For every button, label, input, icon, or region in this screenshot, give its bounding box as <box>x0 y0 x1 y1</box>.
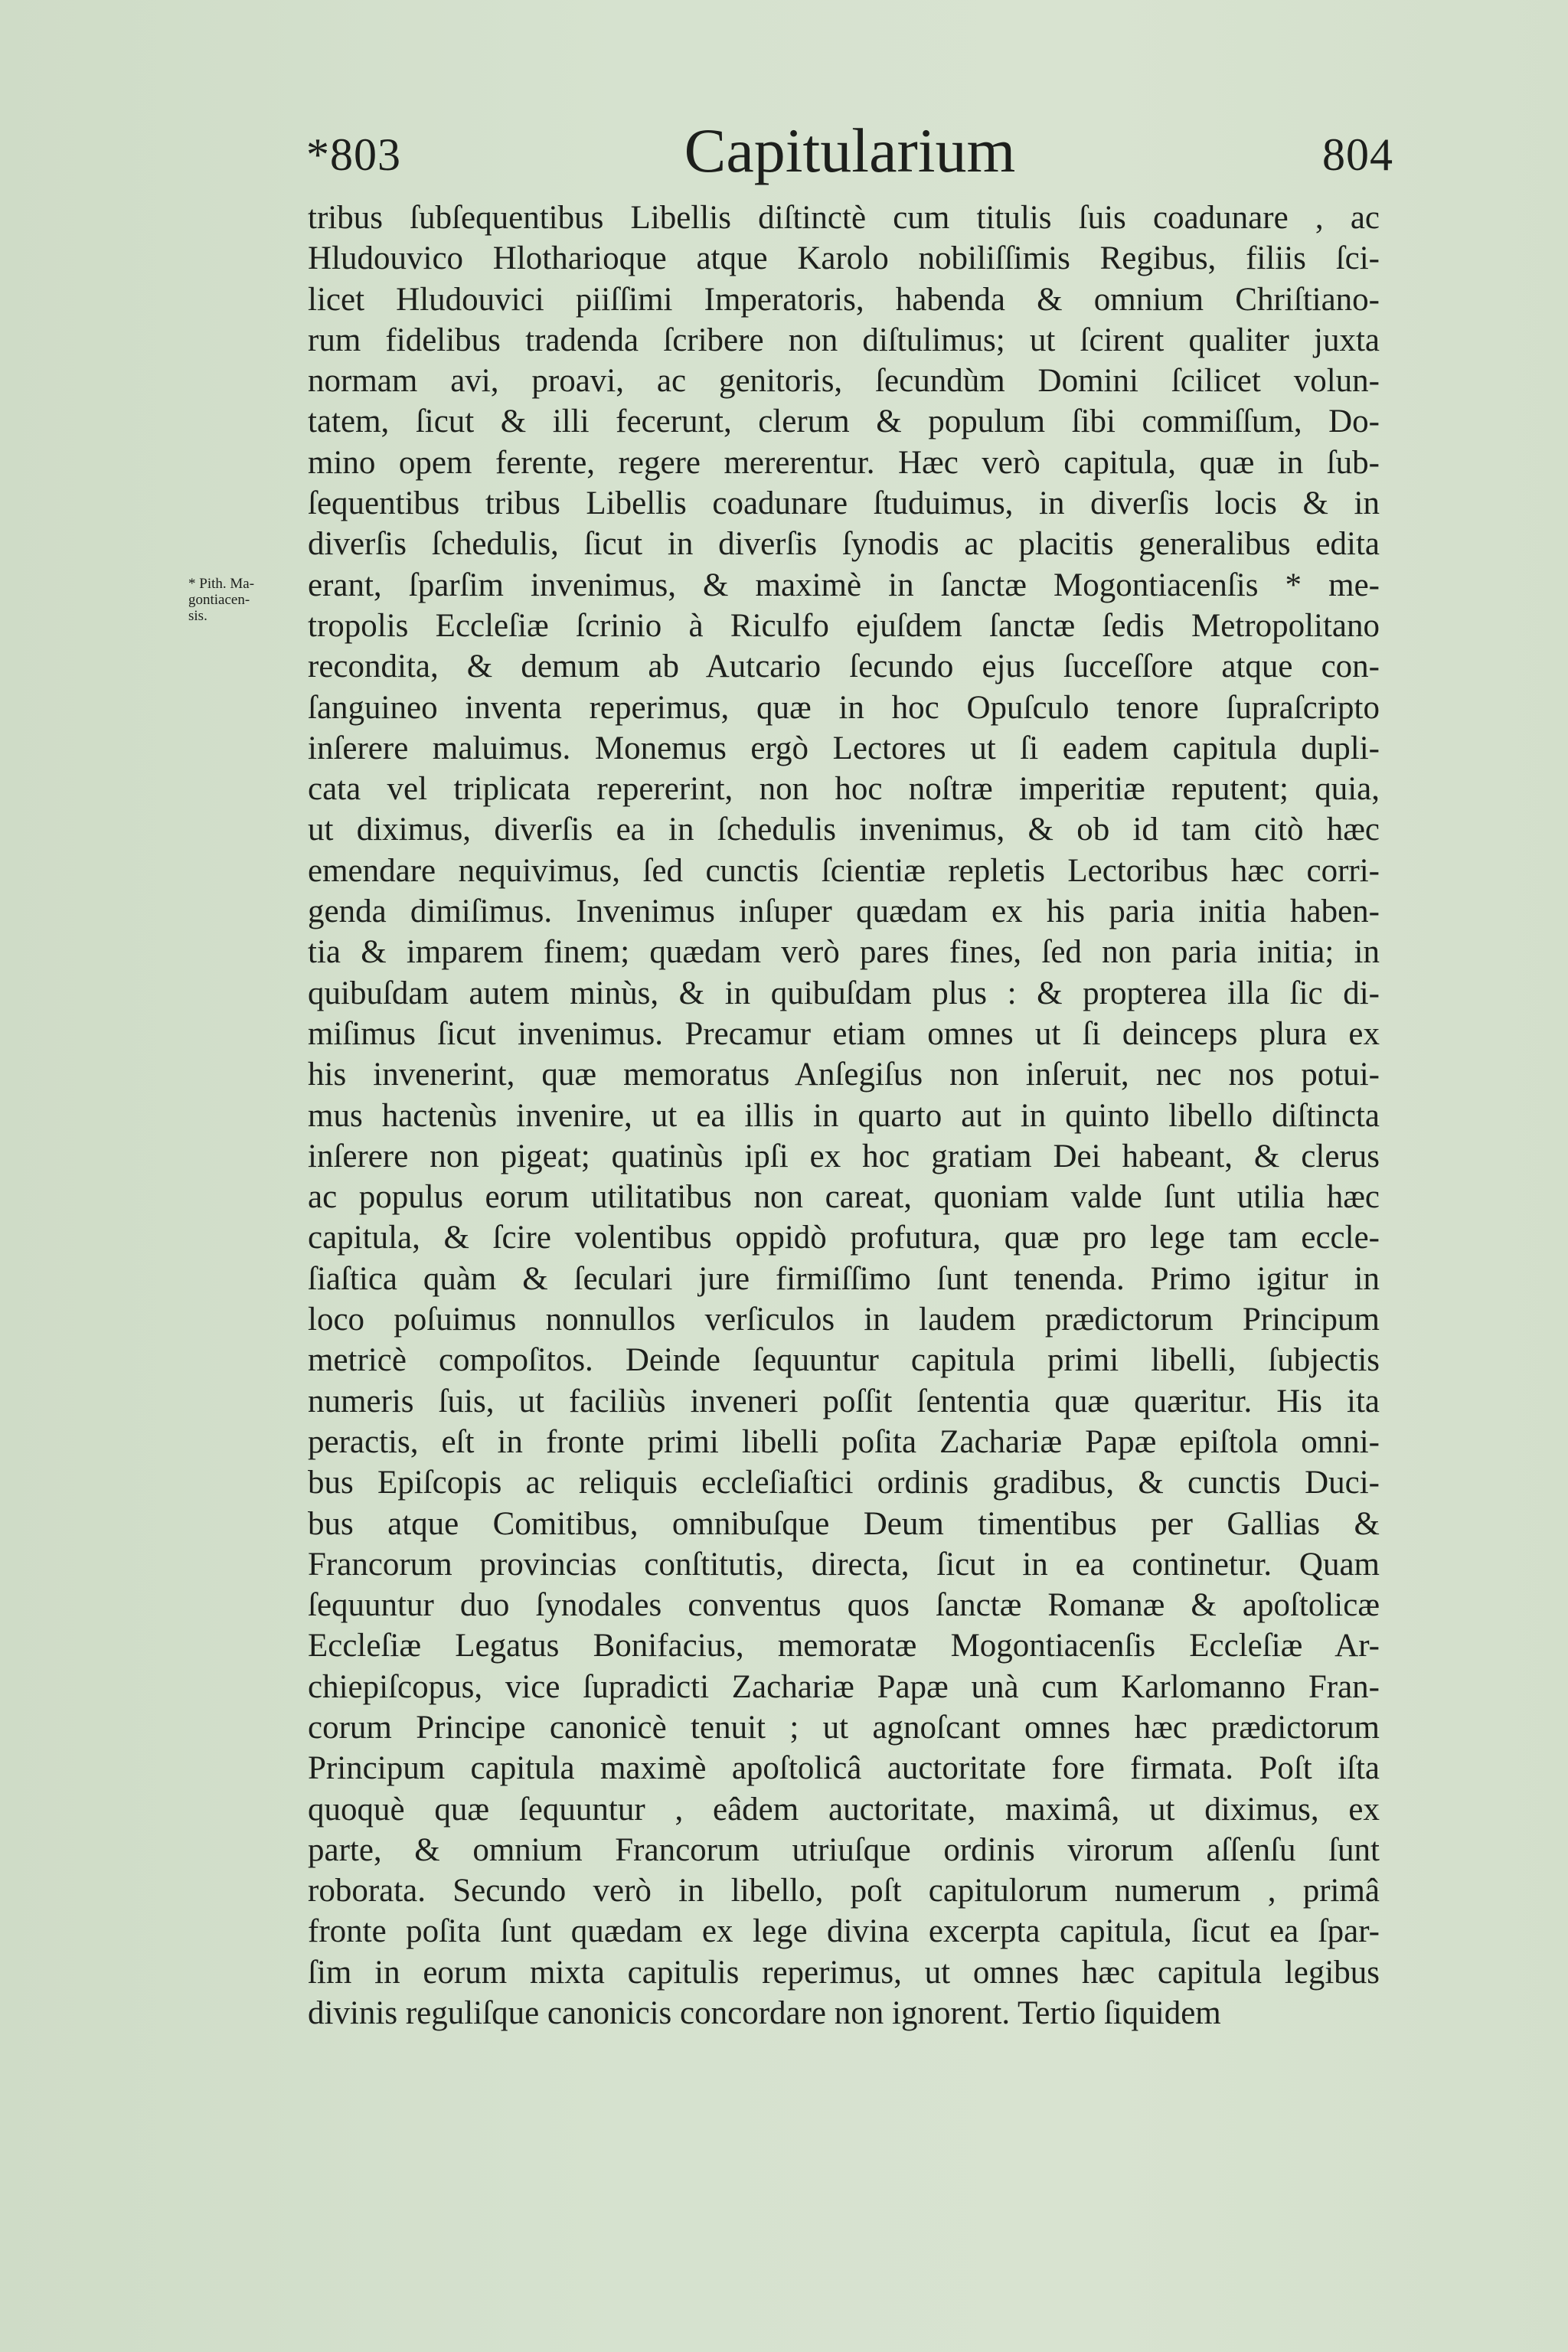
text-line: Principum capitula maximè apoſtolicâ auctoritate fore firmata. Poſt iſta <box>308 1750 1380 1787</box>
text-line: corum Principe canonicè tenuit ; ut agnoſcant omnes hæc prædictorum <box>308 1709 1380 1746</box>
text-line: capitula, & ſcire volentibus oppidò profutura, quæ pro lege tam eccle- <box>308 1220 1380 1256</box>
text-line: ac populus eorum utilitatibus non careat, quoniam valde ſunt utilia hæc <box>308 1179 1380 1216</box>
text-line: ut diximus, diverſis ea in ſchedulis invenimus, & ob id tam citò hæc <box>308 812 1380 848</box>
text-line: divinis reguliſque canonicis concordare non ignorent. Tertio ſiquidem <box>308 1995 1221 2032</box>
text-line: ſequuntur duo ſynodales conventus quos ſanctæ Romanæ & apoſtolicæ <box>308 1587 1380 1624</box>
right-page-number: 804 <box>1322 129 1393 180</box>
text-line: mino opem ferente, regere mererentur. Hæc verò capitula, quæ in ſub- <box>308 444 1380 481</box>
text-line: genda dimiſimus. Invenimus inſuper quædam ex his paria initia haben- <box>308 893 1380 930</box>
text-line: bus Epiſcopis ac reliquis eccleſiaſtici ordinis gradibus, & cunctis Duci- <box>308 1465 1380 1501</box>
text-line: his invenerint, quæ memoratus Anſegiſus non inſeruit, nec nos potui- <box>308 1057 1380 1093</box>
text-line: ſequentibus tribus Libellis coadunare ſtuduimus, in diverſis locis & in <box>308 485 1380 522</box>
margin-note-line: gontiacen- <box>188 592 250 608</box>
text-line: mus hactenùs invenire, ut ea illis in quarto aut in quinto libello diſtincta <box>308 1097 1380 1134</box>
margin-note-line: sis. <box>188 608 207 624</box>
text-line: roborata. Secundo verò in libello, poſt capitulorum numerum , primâ <box>308 1873 1380 1909</box>
text-line: cata vel triplicata repererint, non hoc noſtræ imperitiæ reputent; quia, <box>308 771 1380 808</box>
text-line: licet Hludouvici piiſſimi Imperatoris, habenda & omnium Chriſtiano- <box>308 281 1380 318</box>
text-line: rum fidelibus tradenda ſcribere non diſtulimus; ut ſcirent qualiter juxta <box>308 322 1380 358</box>
text-line: ſim in eorum mixta capitulis reperimus, ut omnes hæc capitula legibus <box>308 1954 1380 1991</box>
text-line: miſimus ſicut invenimus. Precamur etiam omnes ut ſi deinceps plura ex <box>308 1015 1380 1052</box>
running-header <box>306 115 1393 199</box>
margin-note <box>188 576 303 624</box>
text-line: parte, & omnium Francorum utriuſque ordinis virorum aſſenſu ſunt <box>308 1831 1380 1868</box>
body-text <box>308 198 1380 2034</box>
text-line: quibuſdam autem minùs, & in quibuſdam plus : & propterea illa ſic di- <box>308 975 1380 1011</box>
text-line: emendare nequivimus, ſed cunctis ſcientiæ repletis Lectoribus hæc corri- <box>308 852 1380 889</box>
text-line: ſiaſtica quàm & ſeculari jure firmiſſimo ſunt tenenda. Primo igitur in <box>308 1260 1380 1297</box>
text-line: bus atque Comitibus, omnibuſque Deum timentibus per Gallias & <box>308 1505 1380 1542</box>
text-line: fronte poſita ſunt quædam ex lege divina excerpta capitula, ſicut ea ſpar- <box>308 1913 1380 1950</box>
page-title: Capitularium <box>684 116 1016 185</box>
text-line: tia & imparem finem; quædam verò pares fines, ſed non paria initia; in <box>308 934 1380 971</box>
text-line: tropolis Eccleſiæ ſcrinio à Riculfo ejuſdem ſanctæ ſedis Metropolitano <box>308 607 1380 644</box>
text-line: numeris ſuis, ut faciliùs inveneri poſſit ſententia quæ quæritur. His ita <box>308 1383 1380 1419</box>
text-line: tribus ſubſequentibus Libellis diſtinctè cum titulis ſuis coadunare , ac <box>308 200 1380 236</box>
text-line: quoquè quæ ſequuntur , eâdem auctoritate, maximâ, ut diximus, ex <box>308 1791 1380 1828</box>
text-line: inſerere non pigeat; quatinùs ipſi ex hoc gratiam Dei habeant, & clerus <box>308 1138 1380 1174</box>
text-line: Francorum provincias conſtitutis, directa, ſicut in ea continetur. Quam <box>308 1546 1380 1583</box>
margin-note-line: * Pith. Ma- <box>188 576 255 592</box>
text-line: tatem, ſicut & illi fecerunt, clerum & populum ſibi commiſſum, Do- <box>308 403 1380 440</box>
text-line: peractis, eſt in fronte primi libelli poſita Zachariæ Papæ epiſtola omni- <box>308 1423 1380 1460</box>
text-line: normam avi, proavi, ac genitoris, ſecundùm Domini ſcilicet volun- <box>308 363 1380 400</box>
text-line: inſerere maluimus. Monemus ergò Lectores ut ſi eadem capitula dupli- <box>308 730 1380 766</box>
text-line: loco poſuimus nonnullos verſiculos in laudem prædictorum Principum <box>308 1302 1380 1338</box>
text-line: chiepiſcopus, vice ſupradicti Zachariæ Papæ unà cum Karlomanno Fran- <box>308 1668 1380 1705</box>
text-line: diverſis ſchedulis, ſicut in diverſis ſynodis ac placitis generalibus edita <box>308 526 1380 563</box>
text-line: Hludouvico Hlotharioque atque Karolo nobiliſſimis Regibus, filiis ſci- <box>308 240 1380 277</box>
text-line: recondita, & demum ab Autcario ſecundo ejus ſucceſſore atque con- <box>308 648 1380 685</box>
text-line: Eccleſiæ Legatus Bonifacius, memoratæ Mogontiacenſis Eccleſiæ Ar- <box>308 1628 1380 1664</box>
text-line: erant, ſparſim invenimus, & maximè in ſanctæ Mogontiacenſis * me- <box>308 567 1380 603</box>
left-page-number: *803 <box>306 129 401 180</box>
text-line: ſanguineo inventa reperimus, quæ in hoc Opuſculo tenore ſupraſcripto <box>308 689 1380 726</box>
text-line: metricè compoſitos. Deinde ſequuntur capitula primi libelli, ſubjectis <box>308 1342 1380 1379</box>
